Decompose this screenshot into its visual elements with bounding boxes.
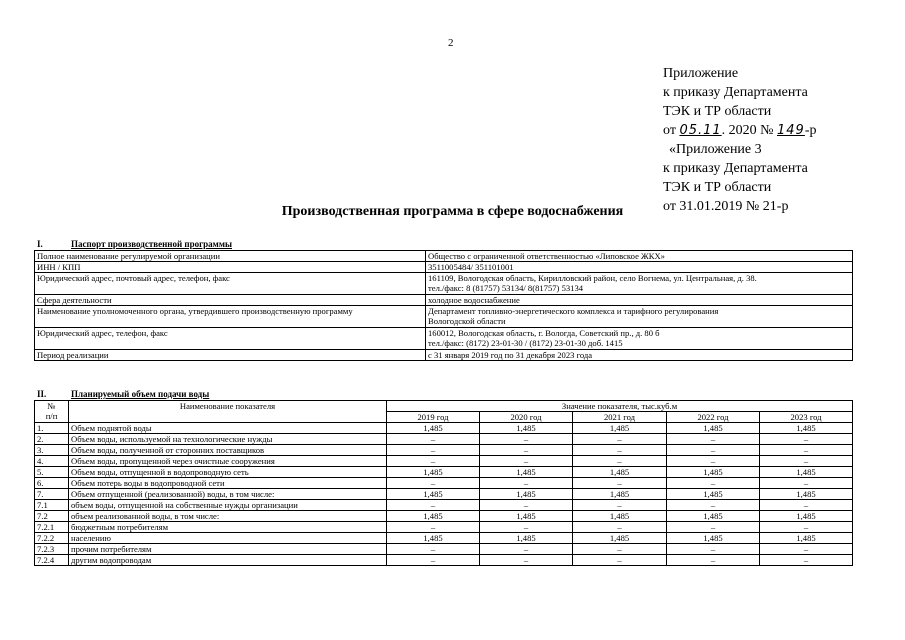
- column-header-year: 2020 год: [480, 412, 573, 423]
- passport-label: Наименование уполномоченного органа, утвердившего производственную программу: [35, 306, 426, 328]
- row-value: 1,485: [387, 467, 480, 478]
- passport-row: [35, 306, 853, 328]
- row-value: –: [760, 456, 853, 467]
- row-value: –: [480, 522, 573, 533]
- passport-value: [426, 262, 853, 273]
- row-value: 1,485: [480, 511, 573, 522]
- row-value: –: [480, 478, 573, 489]
- passport-label: Полное наименование регулируемой организации: [35, 251, 426, 262]
- row-indicator-name: Объем воды, пропущенной через очистные сооружения: [69, 456, 387, 467]
- row-number: 2.: [35, 434, 69, 445]
- row-value: –: [480, 445, 573, 456]
- row-indicator-name: Объем потерь воды в водопроводной сети: [69, 478, 387, 489]
- column-header-number-line2: п/п: [45, 411, 58, 421]
- row-value: 1,485: [387, 489, 480, 500]
- row-indicator-name: Объем отпущенной (реализованной) воды, в том числе:: [69, 489, 387, 500]
- section-2-number: II.: [37, 389, 47, 399]
- row-value: 1,485: [480, 467, 573, 478]
- row-value: 1,485: [573, 489, 667, 500]
- row-value: 1,485: [387, 533, 480, 544]
- row-value: –: [387, 456, 480, 467]
- row-value: –: [667, 555, 760, 566]
- passport-value-line: Вологодской области: [428, 316, 506, 326]
- row-value: –: [573, 456, 667, 467]
- row-number: 7.2.2: [35, 533, 69, 544]
- row-number: 4.: [35, 456, 69, 467]
- row-value: 1,485: [760, 467, 853, 478]
- row-value: –: [387, 445, 480, 456]
- passport-value-line: Департамент топливно-энергетического комплекса и тарифного регулирования: [428, 306, 719, 316]
- appendix-line-6: к приказу Департамента: [663, 161, 808, 176]
- passport-value: [426, 295, 853, 306]
- order-suffix: -р: [804, 123, 817, 138]
- row-value: –: [667, 544, 760, 555]
- water-volume-table: [34, 400, 853, 566]
- passport-label: Юридический адрес, телефон, факс: [35, 328, 426, 350]
- row-indicator-name: Объем воды, полученной от сторонних поставщиков: [69, 445, 387, 456]
- passport-row: [35, 350, 853, 361]
- handwritten-order-date: 05.11: [679, 123, 722, 138]
- volume-row: [35, 522, 853, 533]
- volume-row: [35, 478, 853, 489]
- section-1-number: I.: [37, 239, 43, 249]
- row-number: 7.2: [35, 511, 69, 522]
- row-value: –: [387, 478, 480, 489]
- row-indicator-name: другим водопроводам: [69, 555, 387, 566]
- appendix-header: [663, 64, 817, 216]
- row-value: –: [573, 555, 667, 566]
- row-indicator-name: Объем воды, отпущенной в водопроводную сеть: [69, 467, 387, 478]
- row-value: –: [760, 555, 853, 566]
- row-value: 1,485: [667, 489, 760, 500]
- row-number: 7.1: [35, 500, 69, 511]
- row-number: 7.: [35, 489, 69, 500]
- volume-row: [35, 456, 853, 467]
- volume-row: [35, 434, 853, 445]
- passport-value-line: 3511005484/ 351101001: [428, 262, 514, 272]
- column-header-year: 2021 год: [573, 412, 667, 423]
- row-indicator-name: Объем поднятой воды: [69, 423, 387, 434]
- row-value: –: [760, 478, 853, 489]
- row-number: 1.: [35, 423, 69, 434]
- appendix-line-2: к приказу Департамента: [663, 85, 808, 100]
- row-value: –: [480, 544, 573, 555]
- appendix-line-3: ТЭК и ТР области: [663, 104, 772, 119]
- row-value: –: [573, 478, 667, 489]
- passport-value-line: холодное водоснабжение: [428, 295, 520, 305]
- row-value: 1,485: [480, 533, 573, 544]
- handwritten-order-number: 149: [777, 123, 805, 138]
- row-number: 5.: [35, 467, 69, 478]
- section-2-heading: [37, 389, 209, 399]
- passport-table: [34, 250, 853, 361]
- row-value: –: [667, 434, 760, 445]
- section-2-title: Планируемый объем подачи воды: [71, 389, 210, 399]
- row-value: –: [387, 500, 480, 511]
- row-indicator-name: объем воды, отпущенной на собственные нужды организации: [69, 500, 387, 511]
- passport-label: Сфера деятельности: [35, 295, 426, 306]
- volume-row: [35, 555, 853, 566]
- passport-value-line: 161109, Вологодская область, Кирилловский район, село Вогнема, ул. Центральная, д. 38.: [428, 273, 757, 283]
- appendix-line-8: от 31.01.2019 № 21-р: [663, 199, 789, 214]
- volume-row: [35, 489, 853, 500]
- row-value: –: [573, 544, 667, 555]
- passport-row: [35, 262, 853, 273]
- row-value: –: [667, 445, 760, 456]
- row-value: –: [480, 456, 573, 467]
- row-indicator-name: объем реализованной воды, в том числе:: [69, 511, 387, 522]
- volume-row: [35, 445, 853, 456]
- row-value: –: [760, 500, 853, 511]
- volume-row: [35, 544, 853, 555]
- passport-row: [35, 295, 853, 306]
- column-header-year: 2023 год: [760, 412, 853, 423]
- passport-value: [426, 328, 853, 350]
- volume-row: [35, 511, 853, 522]
- row-value: 1,485: [573, 533, 667, 544]
- row-indicator-name: прочим потребителям: [69, 544, 387, 555]
- row-value: –: [387, 434, 480, 445]
- row-value: 1,485: [573, 423, 667, 434]
- row-value: –: [667, 478, 760, 489]
- row-number: 7.2.3: [35, 544, 69, 555]
- row-number: 6.: [35, 478, 69, 489]
- column-header-year: 2019 год: [387, 412, 480, 423]
- passport-label: Период реализации: [35, 350, 426, 361]
- volume-row: [35, 467, 853, 478]
- passport-value-line: с 31 января 2019 год по 31 декабря 2023 года: [428, 350, 593, 360]
- row-number: 3.: [35, 445, 69, 456]
- appendix-line-1: Приложение: [663, 66, 739, 81]
- row-value: –: [387, 522, 480, 533]
- row-value: 1,485: [760, 533, 853, 544]
- column-header-values-group: Значение показателя, тыс.куб.м: [387, 401, 853, 412]
- row-value: –: [667, 522, 760, 533]
- row-value: 1,485: [480, 423, 573, 434]
- section-1-heading: [37, 239, 232, 249]
- row-value: –: [387, 555, 480, 566]
- row-indicator-name: Объем воды, используемой на технологические нужды: [69, 434, 387, 445]
- passport-value-line: 160012, Вологодская область, г. Вологда, Советский пр., д. 80 б: [428, 328, 660, 338]
- passport-value-line: тел./факс: 8 (81757) 53134/ 8(81757) 53134: [428, 283, 584, 293]
- passport-value: [426, 306, 853, 328]
- passport-label: ИНН / КПП: [35, 262, 426, 273]
- row-value: –: [480, 434, 573, 445]
- row-value: 1,485: [760, 511, 853, 522]
- column-header-number-line1: №: [47, 401, 56, 411]
- row-value: –: [573, 445, 667, 456]
- row-value: 1,485: [573, 511, 667, 522]
- row-value: 1,485: [667, 511, 760, 522]
- row-value: 1,485: [573, 467, 667, 478]
- row-value: 1,485: [667, 533, 760, 544]
- row-value: –: [573, 500, 667, 511]
- row-value: –: [760, 522, 853, 533]
- volume-row: [35, 423, 853, 434]
- row-value: –: [667, 456, 760, 467]
- row-value: 1,485: [760, 423, 853, 434]
- row-value: –: [573, 434, 667, 445]
- column-header-number: [35, 401, 69, 423]
- row-value: –: [760, 544, 853, 555]
- row-value: –: [760, 445, 853, 456]
- appendix-line-7: ТЭК и ТР области: [663, 180, 772, 195]
- passport-row: [35, 328, 853, 350]
- row-number: 7.2.1: [35, 522, 69, 533]
- row-indicator-name: бюджетным потребителям: [69, 522, 387, 533]
- column-header-indicator: Наименование показателя: [69, 401, 387, 423]
- row-number: 7.2.4: [35, 555, 69, 566]
- volume-row: [35, 533, 853, 544]
- passport-value: [426, 273, 853, 295]
- appendix-line-5: «Приложение 3: [669, 142, 762, 157]
- page-number: 2: [448, 37, 454, 49]
- passport-value-line: Общество с ограниченной ответственностью «Липовское ЖКХ»: [428, 251, 665, 261]
- section-1-title: Паспорт производственной программы: [71, 239, 232, 249]
- passport-value: [426, 350, 853, 361]
- row-value: 1,485: [387, 511, 480, 522]
- row-value: –: [760, 434, 853, 445]
- row-value: 1,485: [387, 423, 480, 434]
- row-value: –: [573, 522, 667, 533]
- row-value: –: [480, 555, 573, 566]
- row-indicator-name: населению: [69, 533, 387, 544]
- row-value: 1,485: [667, 423, 760, 434]
- document-title: Производственная программа в сфере водоснабжения: [281, 204, 624, 219]
- passport-row: [35, 273, 853, 295]
- row-value: –: [667, 500, 760, 511]
- passport-label: Юридический адрес, почтовый адрес, телефон, факс: [35, 273, 426, 295]
- passport-row: [35, 251, 853, 262]
- order-date-prefix: от: [663, 123, 676, 138]
- volume-row: [35, 500, 853, 511]
- row-value: 1,485: [760, 489, 853, 500]
- passport-value: [426, 251, 853, 262]
- passport-value-line: тел./факс: (8172) 23-01-30 / (8172) 23-01-30 доб. 1415: [428, 338, 623, 348]
- appendix-line-4: [663, 121, 817, 140]
- order-year: . 2020 №: [721, 123, 774, 138]
- row-value: 1,485: [480, 489, 573, 500]
- row-value: –: [480, 500, 573, 511]
- row-value: –: [387, 544, 480, 555]
- row-value: 1,485: [667, 467, 760, 478]
- column-header-year: 2022 год: [667, 412, 760, 423]
